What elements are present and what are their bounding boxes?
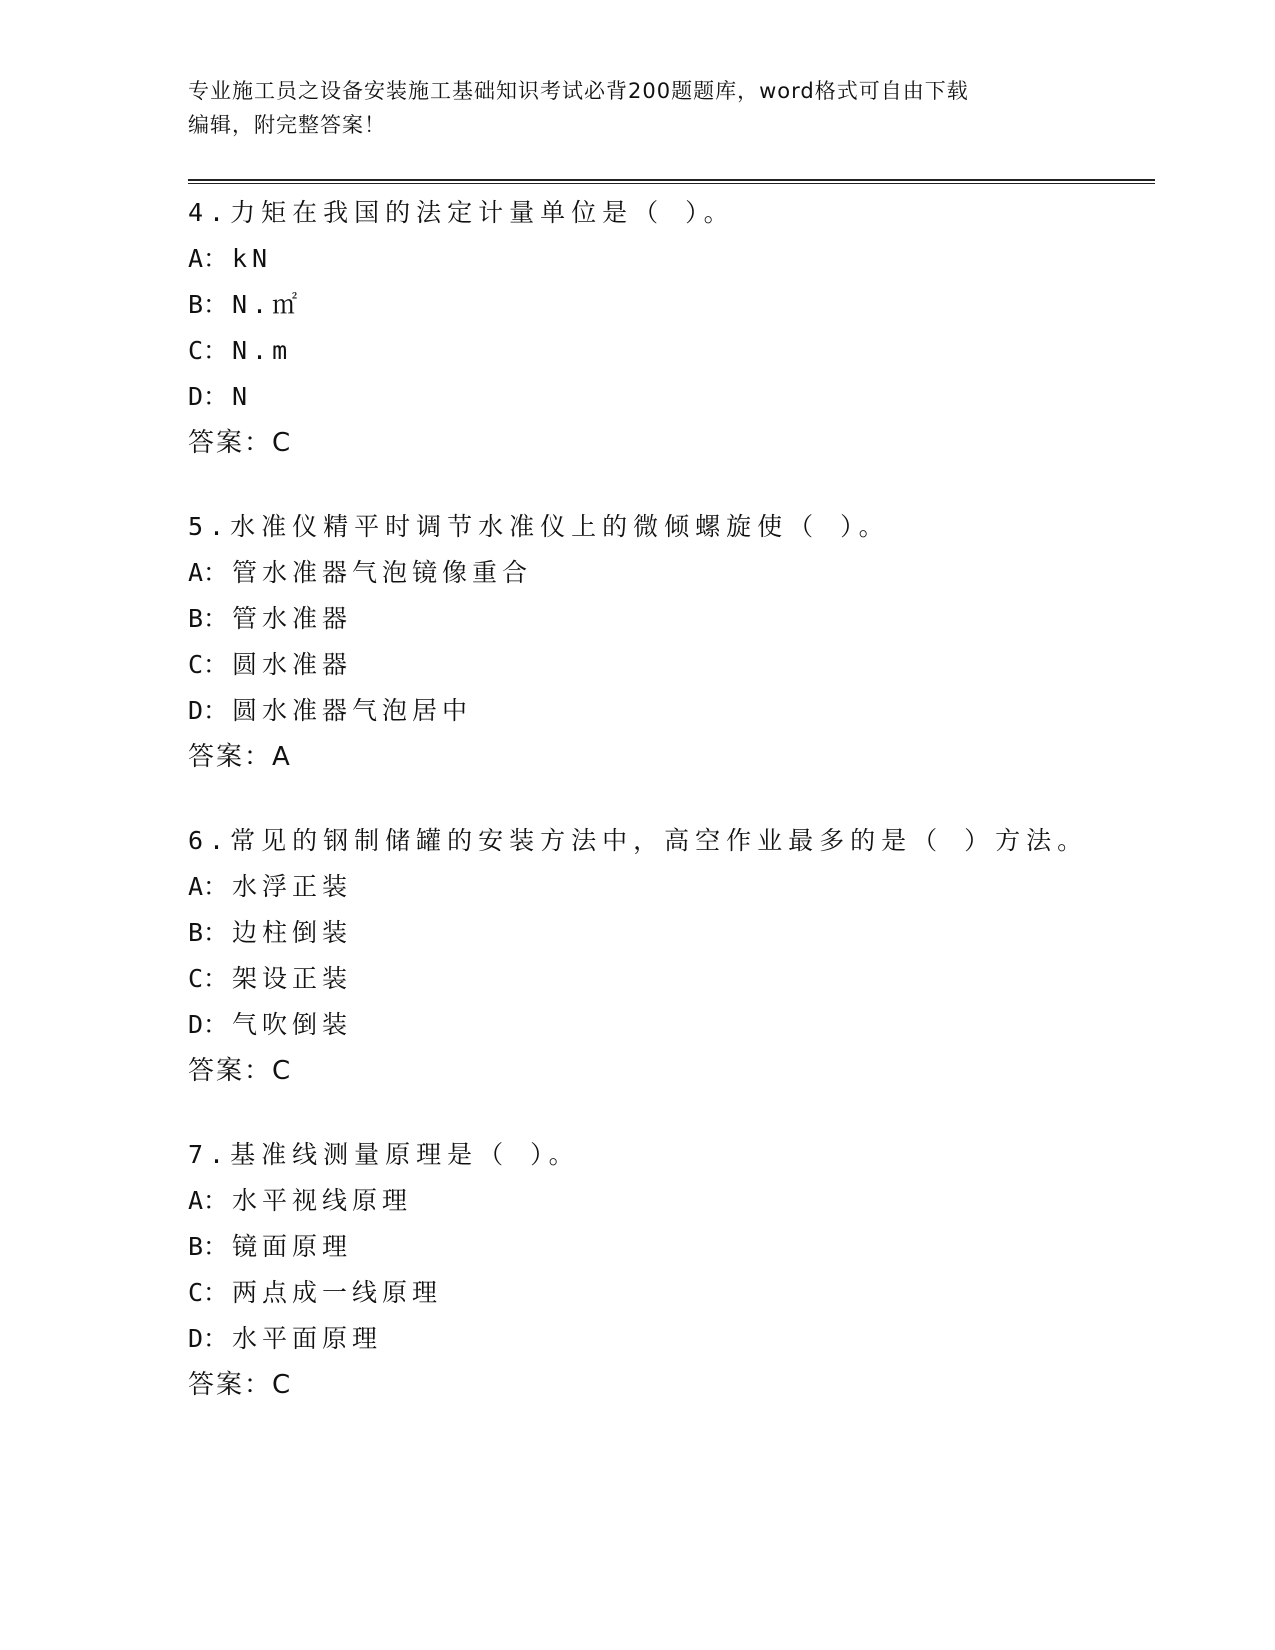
option-letter: A： bbox=[188, 872, 229, 901]
question-text: 4.力矩在我国的法定计量单位是（ ）。 bbox=[188, 198, 735, 227]
header-title-line-1: 专业施工员之设备安装施工基础知识考试必背200题题库，word格式可自由下载 bbox=[188, 79, 969, 103]
option-letter: C： bbox=[188, 964, 229, 993]
option-text: 管水准器气泡镜像重合 bbox=[232, 558, 533, 587]
option-b bbox=[188, 910, 1148, 956]
header-divider-thick bbox=[188, 179, 1155, 181]
option-a bbox=[188, 1178, 1148, 1224]
option-a bbox=[188, 550, 1148, 596]
option-a bbox=[188, 864, 1148, 910]
option-text: N bbox=[232, 382, 253, 411]
option-letter: B： bbox=[188, 604, 229, 633]
option-text: N.㎡ bbox=[232, 290, 303, 319]
option-text: 管水准器 bbox=[232, 604, 353, 633]
option-letter: A： bbox=[188, 244, 229, 273]
option-text: 水平视线原理 bbox=[232, 1186, 413, 1215]
answer-line: 答案：C bbox=[188, 1370, 293, 1400]
option-text: 边柱倒装 bbox=[232, 918, 353, 947]
option-letter: A： bbox=[188, 558, 229, 587]
option-letter: D： bbox=[188, 382, 229, 411]
option-letter: B： bbox=[188, 290, 229, 319]
option-text: 架设正装 bbox=[232, 964, 353, 993]
question-text: 5.水准仪精平时调节水准仪上的微倾螺旋使（ ）。 bbox=[188, 512, 890, 541]
option-text: 圆水准器气泡居中 bbox=[232, 696, 473, 725]
question-block bbox=[188, 190, 1148, 466]
option-c bbox=[188, 642, 1148, 688]
option-text: 镜面原理 bbox=[232, 1232, 353, 1261]
option-letter: C： bbox=[188, 336, 229, 365]
option-b bbox=[188, 282, 1148, 328]
option-d bbox=[188, 1002, 1148, 1048]
option-b bbox=[188, 1224, 1148, 1270]
answer-line: 答案：C bbox=[188, 1056, 293, 1086]
question-text: 7.基准线测量原理是（ ）。 bbox=[188, 1140, 580, 1169]
option-text: 两点成一线原理 bbox=[232, 1278, 443, 1307]
option-letter: D： bbox=[188, 1010, 229, 1039]
option-b bbox=[188, 596, 1148, 642]
option-text: 圆水准器 bbox=[232, 650, 353, 679]
option-text: 水平面原理 bbox=[232, 1324, 383, 1353]
option-text: 气吹倒装 bbox=[232, 1010, 353, 1039]
option-d bbox=[188, 374, 1148, 420]
option-letter: C： bbox=[188, 1278, 229, 1307]
option-letter: C： bbox=[188, 650, 229, 679]
document-header bbox=[188, 74, 1088, 142]
answer-line: 答案：A bbox=[188, 742, 292, 772]
question-block bbox=[188, 504, 1148, 780]
question-block bbox=[188, 1132, 1148, 1408]
option-d bbox=[188, 1316, 1148, 1362]
option-letter: A： bbox=[188, 1186, 229, 1215]
question-text: 6.常见的钢制储罐的安装方法中，高空作业最多的是（ ）方法。 bbox=[188, 826, 1089, 855]
option-text: kN bbox=[232, 244, 273, 273]
option-letter: D： bbox=[188, 696, 229, 725]
option-letter: B： bbox=[188, 1232, 229, 1261]
header-divider-thin bbox=[188, 183, 1155, 184]
option-c bbox=[188, 328, 1148, 374]
question-list bbox=[188, 190, 1148, 1446]
option-d bbox=[188, 688, 1148, 734]
header-title-line-2: 编辑，附完整答案！ bbox=[188, 113, 386, 137]
option-c bbox=[188, 1270, 1148, 1316]
answer-line: 答案：C bbox=[188, 428, 293, 458]
option-text: 水浮正装 bbox=[232, 872, 353, 901]
option-c bbox=[188, 956, 1148, 1002]
option-letter: B： bbox=[188, 918, 229, 947]
option-text: N.m bbox=[232, 336, 293, 365]
question-block bbox=[188, 818, 1148, 1094]
option-letter: D： bbox=[188, 1324, 229, 1353]
option-a bbox=[188, 236, 1148, 282]
